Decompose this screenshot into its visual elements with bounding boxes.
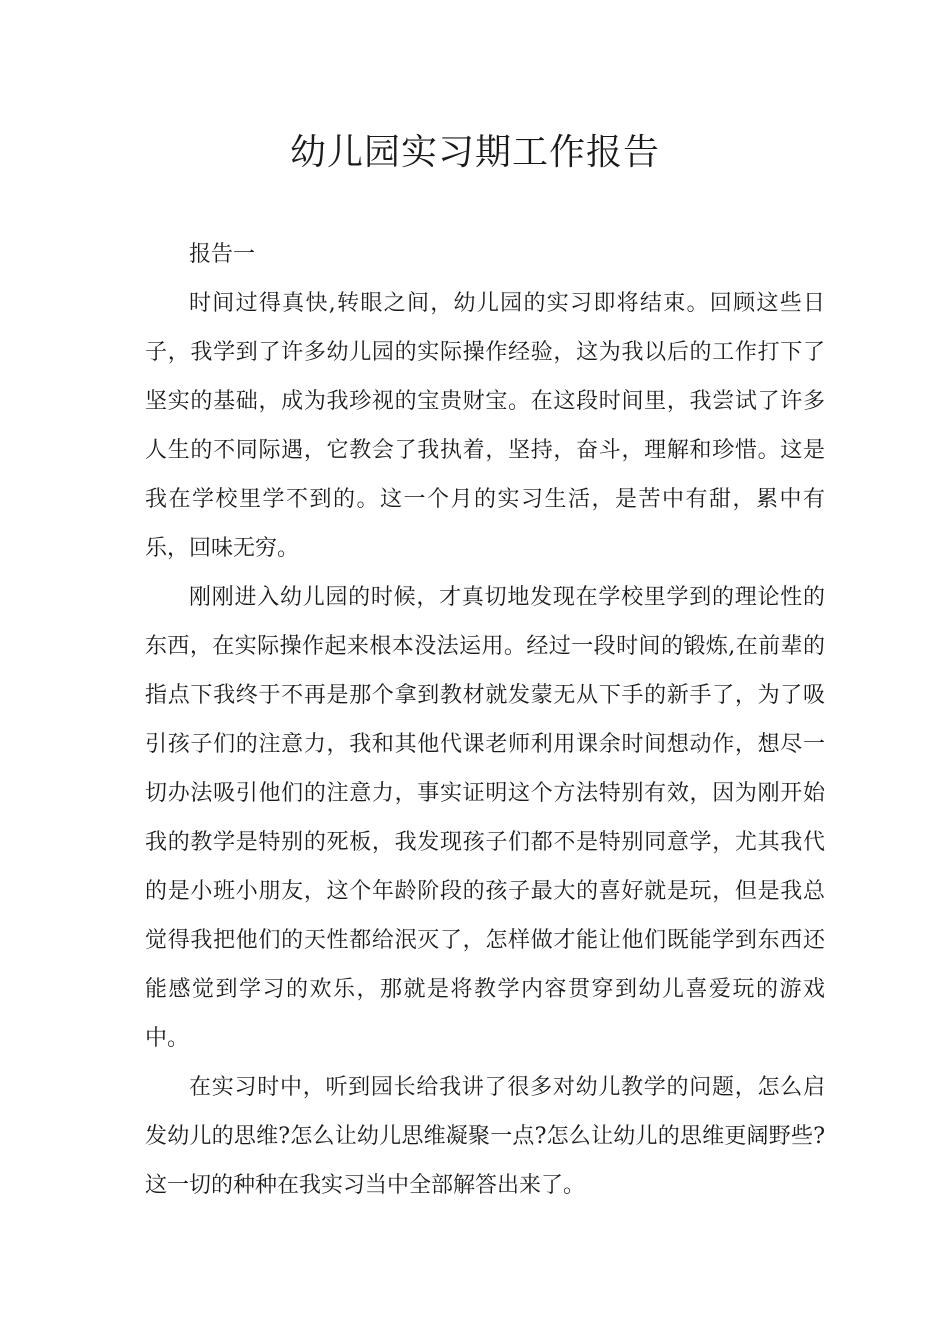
document-body: [145, 230, 825, 1210]
paragraph-2: 刚刚进入幼儿园的时候，才真切地发现在学校里学到的理论性的东西，在实际操作起来根本没法运用。经过一段时间的锻炼,在前辈的指点下我终于不再是那个拿到教材就发蒙无从下手的新手了，为了吸引孩子们的注意力，我和其他代课老师利用课余时间想动作，想尽一切办法吸引他们的注意力，事实证明这个方法特别有效，因为刚开始我的教学是特别的死板，我发现孩子们都不是特别同意学，尤其我代的是小班小朋友，这个年龄阶段的孩子最大的喜好就是玩，但是我总觉得我把他们的天性都给泯灭了，怎样做才能让他们既能学到东西还能感觉到学习的欢乐，那就是将教学内容贯穿到幼儿喜爱玩的游戏中。: [145, 585, 825, 1051]
paragraph-3: 在实习时中，听到园长给我讲了很多对幼儿教学的问题，怎么启发幼儿的思维?怎么让幼儿思维凝聚一点?怎么让幼儿的思维更阔野些?这一切的种种在我实习当中全部解答出来了。: [145, 1075, 825, 1198]
document-title: 幼儿园实习期工作报告: [289, 132, 660, 173]
paragraph-1: 时间过得真快,转眼之间，幼儿园的实习即将结束。回顾这些日子，我学到了许多幼儿园的实际操作经验，这为我以后的工作打下了坚实的基础，成为我珍视的宝贵财宝。在这段时间里，我尝试了许多人生的不同际遇，它教会了我执着，坚持，奋斗，理解和珍惜。这是我在学校里学不到的。这一个月的实习生活，是苦中有甜，累中有乐，回味无穷。: [145, 291, 825, 561]
section-label: 报告一: [189, 242, 256, 267]
